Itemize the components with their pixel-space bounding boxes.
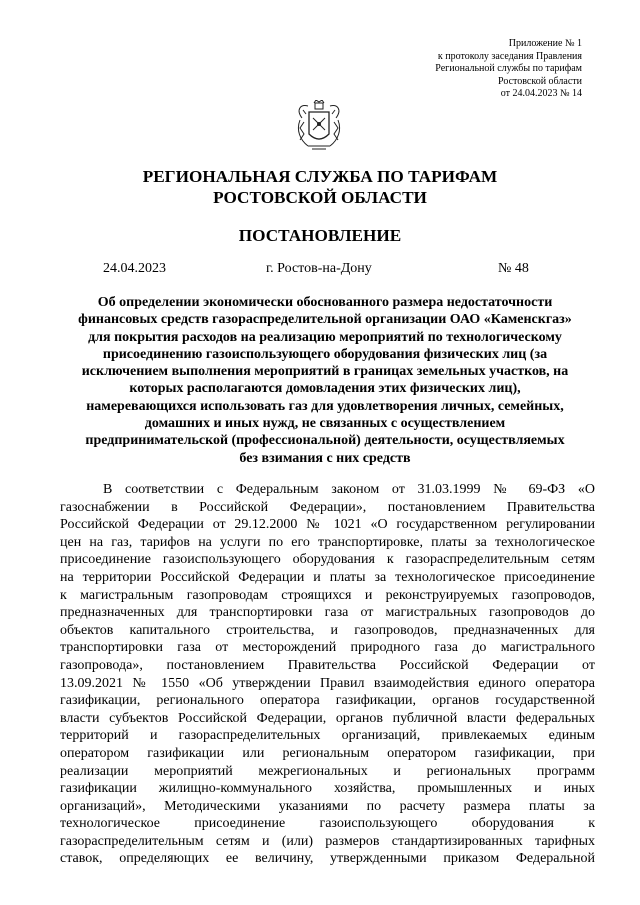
body-line: цен на газ, тарифов на услуги по его транспортировке, платы за технологическое [60,534,595,550]
body-line: газификации жилищно-коммунального хозяйства, промышленных и иных [60,781,595,797]
body-line: предназначенных для транспортировки газа от магистральных газопроводов до [60,605,595,621]
body-line: объектов капитального строительства, и газопроводов, предназначенных для [60,622,595,638]
title-line: без взимания с них средств [239,450,411,466]
title-line: предпринимательской (профессиональной) деятельности, осуществляемых [85,433,565,449]
organization-line: РЕГИОНАЛЬНАЯ СЛУЖБА ПО ТАРИФАМ [142,167,498,186]
body-line: технологическое присоединение газоиспользующего оборудования к [60,816,595,832]
appendix-line: Приложение № 1 [508,38,582,49]
document-date: 24.04.2023 [103,261,166,276]
body-line: Российской Федерации от 29.12.2000 № 1021 «О государственном регулировании [60,517,595,533]
title-line: намеревающихся использовать газ для удовлетворения личных, семейных, [86,398,564,414]
coat-of-arms-icon [294,100,344,152]
title-line: для покрытия расходов на реализацию мероприятий по технологическому [88,329,562,345]
body-line: присоединение газоиспользующего оборудования к газораспределительным сетям [60,552,595,568]
appendix-note [435,38,582,101]
title-line: исключением выполнения мероприятий в границах земельных участков, на [81,364,569,380]
body-line: на территории Российской Федерации и платы за технологическое присоединение [60,569,595,585]
title-line: присоединению газоиспользующего оборудования физических лиц (за [102,346,548,362]
appendix-line: Ростовской области [498,75,582,87]
body-line: ставок, определяющих ее величину, утвержденными приказом Федеральной [60,851,595,867]
body-line: территорий и газораспределительных организаций, привлекаемых единым [60,728,595,744]
body-line: к магистральным газопроводам строящихся и реконструируемых газопроводов, [60,587,595,603]
title-line: домашних и иных нужд, не связанных с осуществлением [144,416,506,432]
body-line: транспортировки газа от месторождений природного газа до магистрального [60,640,595,656]
title-line: Об определении экономически обоснованного размера недостаточности [97,295,553,310]
document-number: № 48 [498,261,529,276]
body-line: В соответствии с Федеральным законом от 31.03.1999 № 69-ФЗ «О [103,482,595,497]
document-title [60,294,590,467]
document-type: ПОСТАНОВЛЕНИЕ [238,226,402,245]
title-line: которых располагаются домовладения этих физических лиц), [129,381,521,397]
body-line: газораспределительным сетям и (или) размеров стандартизированных тарифных [60,833,595,849]
body-line: организаций», Методическими указаниями по расчету размера платы за [60,798,595,814]
appendix-line: от 24.04.2023 № 14 [500,88,582,99]
organization-name [60,166,580,208]
title-line: финансовых средств газораспределительной организации ОАО «Каменскгаз» [78,312,572,328]
body-line: реализации мероприятий межрегиональных и региональных программ [60,763,595,779]
appendix-line: Региональной службы по тарифам [435,63,582,74]
body-line: 13.09.2021 № 1550 «Об утверждении Правил взаимодействия единого оператора [60,675,595,691]
document-body [60,481,595,868]
body-line: газификации, регионального оператора газификации, органов государственной [60,693,595,709]
document-city: г. Ростов-на-Дону [266,261,372,276]
body-line: оператором газификации или региональным оператором газификации, при [60,745,595,761]
organization-line: РОСТОВСКОЙ ОБЛАСТИ [213,188,427,207]
appendix-line: к протоколу заседания Правления [437,50,582,62]
body-line: власти субъектов Российской Федерации, органов публичной власти федеральных [60,710,595,726]
body-line: газопровода», постановлением Правительства Российской Федерации от [60,657,595,673]
document-meta [60,261,580,281]
body-line: газоснабжении в Российской Федерации», постановлением Правительства [60,499,595,515]
